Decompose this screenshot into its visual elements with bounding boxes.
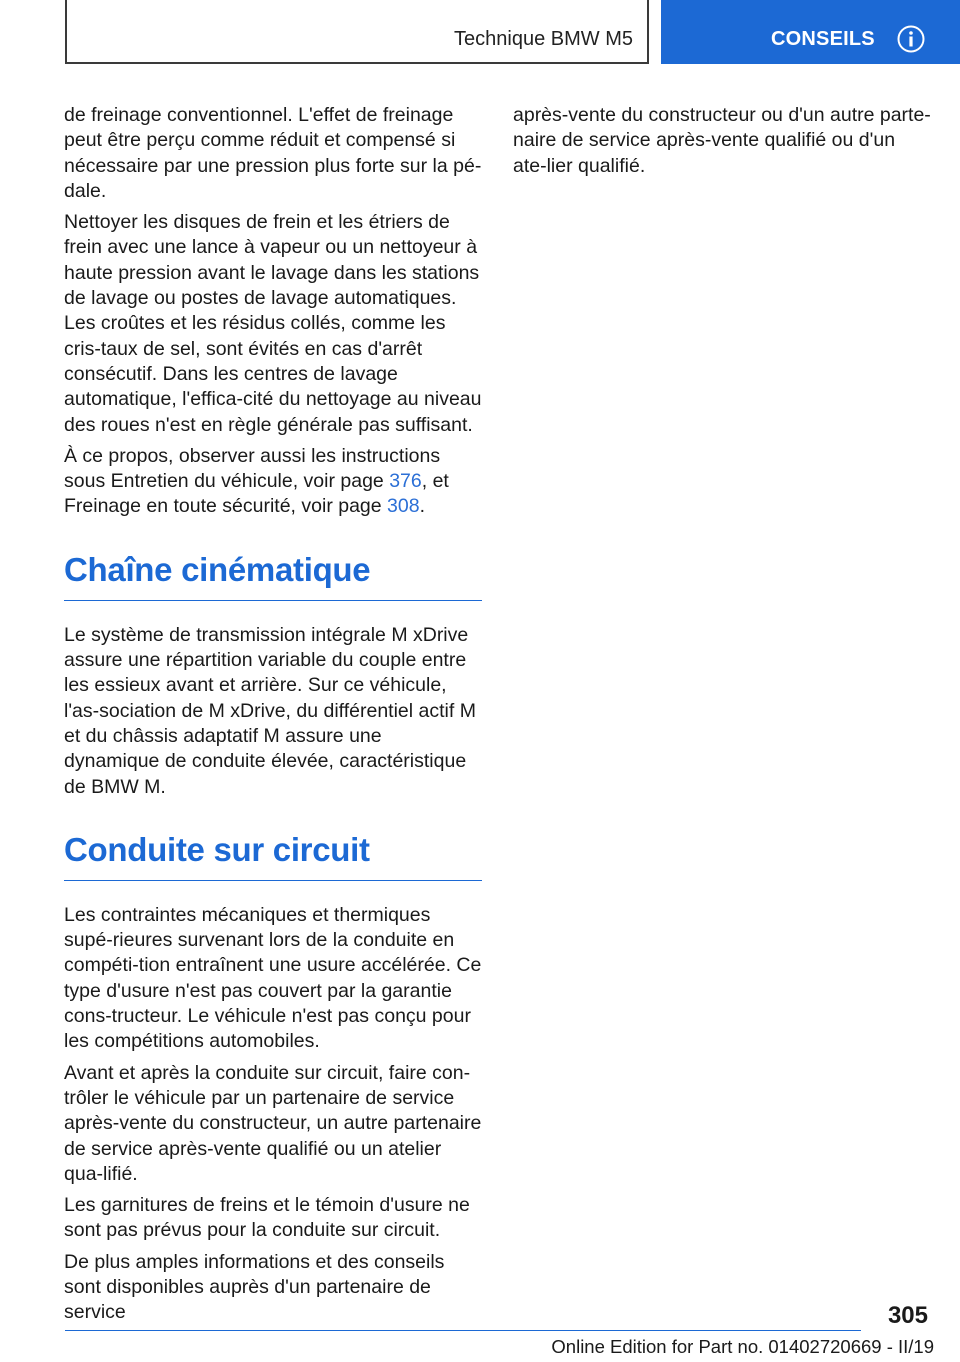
paragraph: Le système de transmission intégrale M xDrive assure une répartition variable du couple entre les essieux avant et arrière. Sur ce véhicule, l'as‐sociation de M xDrive, du différentiel actif M et du châssis adaptatif M assure une dynamique de conduite élevée, caractéristique de BMW M. bbox=[64, 623, 476, 798]
paragraph: Avant et après la conduite sur circuit, faire con‐trôler le véhicule par un partenaire de service après-vente du constructeur, un autre partenaire de service après-vente qualifié ou un atelier qua‐lifié. bbox=[64, 1061, 482, 1185]
footer-edition: Online Edition for Part no. 01402720669 - II/19 bbox=[551, 1336, 934, 1357]
footer-divider bbox=[65, 1330, 861, 1331]
paragraph: De plus amples informations et des conseils sont disponibles auprès d'un partenaire de service bbox=[64, 1250, 445, 1324]
page-link-376[interactable]: 376 bbox=[389, 470, 422, 493]
info-icon[interactable] bbox=[897, 25, 925, 53]
header-chapter-tab[interactable] bbox=[661, 0, 960, 64]
paragraph: Nettoyer les disques de frein et les étriers de frein avec une lance à vapeur ou un nettoyeur à haute pression avant le lavage dans les stations de lavage ou postes de lavage automatiques. Les croûtes et les résidus collés, comme les cris‐taux de sel, sont évités en cas d'arrêt consécutif. Dans les centres de lavage automatique, l'effica‐cité du nettoyage au niveau des roues n'est en règle générale pas suffisant. bbox=[64, 211, 482, 436]
left-column bbox=[64, 103, 482, 1332]
section-heading-conduite-sur-circuit: Conduite sur circuit bbox=[64, 830, 482, 881]
header-section-tab bbox=[65, 0, 649, 64]
paragraph: Les contraintes mécaniques et thermiques supé‐rieures survenant lors de la conduite en compéti‐tion entraînent une usure accélérée. Ce type d'usure n'est pas couvert par la garantie cons‐tructeur. Le véhicule n'est pas conçu pour les compétitions automobiles. bbox=[64, 903, 482, 1053]
section-heading-chaine-cinematique: Chaîne cinématique bbox=[64, 550, 482, 601]
right-column bbox=[513, 103, 933, 185]
header-chapter-title: CONSEILS bbox=[771, 28, 875, 50]
text-run: À ce propos, observer aussi les instructions sous Entretien du véhicule, voir page bbox=[64, 444, 441, 493]
text-run: . bbox=[419, 495, 425, 518]
page-number: 305 bbox=[887, 1302, 928, 1329]
paragraph-with-references bbox=[64, 444, 482, 520]
paragraph: Les garnitures de freins et le témoin d'usure ne sont pas prévus pour la conduite sur circuit. bbox=[64, 1194, 470, 1242]
text-run: , et Freinage en toute sécurité, voir page bbox=[64, 470, 449, 518]
paragraph: après-vente du constructeur ou d'un autre parte‐naire de service après-vente qualifié ou d'un ate‐lier qualifié. bbox=[513, 104, 931, 177]
paragraph: de freinage conventionnel. L'effet de freinage peut être perçu comme réduit et compensé si nécessaire par une pression plus forte sur la pé‐dale. bbox=[64, 104, 482, 202]
page-link-308[interactable]: 308 bbox=[387, 495, 420, 518]
header-section-title: Technique BMW M5 bbox=[454, 28, 633, 50]
